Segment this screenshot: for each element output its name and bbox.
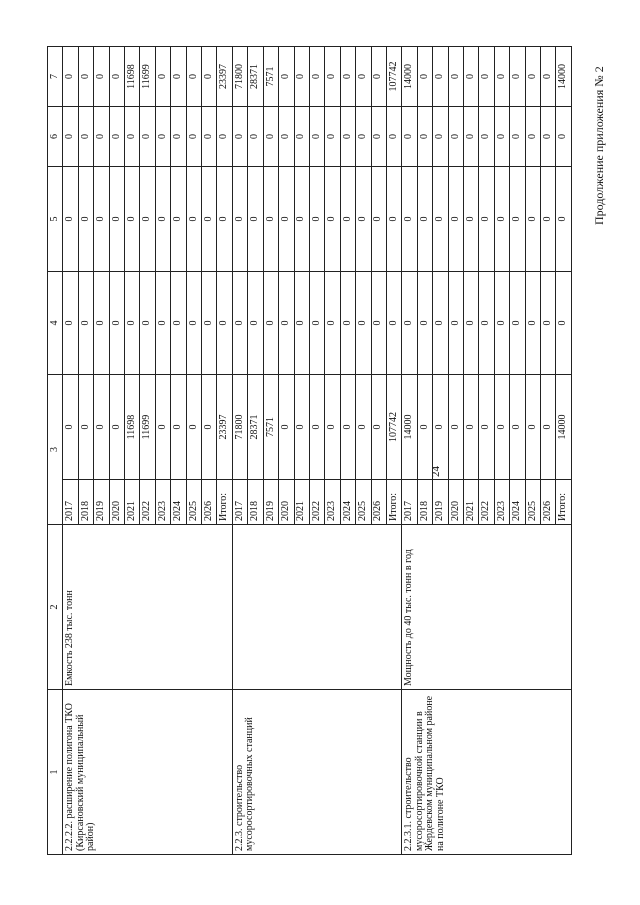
value-cell: 0 <box>417 107 432 167</box>
value-cell: 0 <box>556 272 572 375</box>
value-cell: 11698 <box>125 375 140 480</box>
value-cell: 0 <box>433 167 448 272</box>
value-cell: 0 <box>510 272 525 375</box>
value-cell: 0 <box>463 167 478 272</box>
value-cell: 0 <box>525 47 540 107</box>
year-cell: 2019 <box>263 480 278 525</box>
capacity-cell: Емкость 238 тыс. тонн <box>63 525 232 690</box>
year-cell: 2024 <box>510 480 525 525</box>
year-cell: 2026 <box>371 480 386 525</box>
value-cell: 0 <box>356 107 371 167</box>
capacity-cell: Мощность до 40 тыс. тонн в год <box>402 525 572 690</box>
value-cell: 0 <box>125 107 140 167</box>
value-cell: 14000 <box>402 375 417 480</box>
year-cell: 2019 <box>433 480 448 525</box>
value-cell: 0 <box>109 167 124 272</box>
value-cell: 0 <box>433 375 448 480</box>
value-cell: 0 <box>78 272 93 375</box>
value-cell: 0 <box>94 47 109 107</box>
value-cell: 0 <box>232 167 247 272</box>
year-cell: 2023 <box>325 480 340 525</box>
value-cell: 0 <box>94 107 109 167</box>
page-number: 24 <box>430 466 442 477</box>
value-cell: 0 <box>402 167 417 272</box>
value-cell: 0 <box>217 272 232 375</box>
value-cell: 0 <box>279 375 294 480</box>
year-cell: 2025 <box>356 480 371 525</box>
value-cell: 71800 <box>232 47 247 107</box>
value-cell: 0 <box>340 375 355 480</box>
value-cell: 0 <box>279 107 294 167</box>
year-cell: 2017 <box>232 480 247 525</box>
value-cell: 0 <box>479 107 494 167</box>
value-cell: 0 <box>510 375 525 480</box>
year-cell: 2026 <box>541 480 556 525</box>
value-cell: 0 <box>402 107 417 167</box>
value-cell: 0 <box>325 47 340 107</box>
value-cell: 0 <box>248 167 263 272</box>
value-cell: 0 <box>417 167 432 272</box>
value-cell: 0 <box>263 107 278 167</box>
value-cell: 0 <box>309 272 324 375</box>
value-cell: 0 <box>479 375 494 480</box>
value-cell: 11699 <box>140 375 155 480</box>
value-cell: 0 <box>140 107 155 167</box>
value-cell: 0 <box>232 272 247 375</box>
column-number: 1 <box>48 690 63 855</box>
year-cell: 2025 <box>186 480 201 525</box>
value-cell: 0 <box>541 167 556 272</box>
value-cell: 0 <box>217 107 232 167</box>
year-cell: 2023 <box>155 480 170 525</box>
value-cell: 0 <box>78 107 93 167</box>
value-cell: 0 <box>309 47 324 107</box>
year-cell: 2018 <box>248 480 263 525</box>
value-cell: 0 <box>63 272 78 375</box>
value-cell: 0 <box>94 272 109 375</box>
value-cell: 0 <box>356 167 371 272</box>
year-cell: 2024 <box>171 480 186 525</box>
value-cell: 0 <box>386 167 401 272</box>
value-cell: 0 <box>309 107 324 167</box>
value-cell: 0 <box>510 167 525 272</box>
value-cell: 0 <box>340 167 355 272</box>
table-row <box>402 47 417 855</box>
value-cell: 0 <box>63 167 78 272</box>
year-cell: 2021 <box>294 480 309 525</box>
value-cell: 0 <box>186 375 201 480</box>
value-cell: 14000 <box>556 47 572 107</box>
value-cell: 0 <box>371 167 386 272</box>
value-cell: 0 <box>325 107 340 167</box>
year-cell: 2024 <box>340 480 355 525</box>
value-cell: 0 <box>155 47 170 107</box>
value-cell: 0 <box>217 167 232 272</box>
value-cell: 0 <box>294 47 309 107</box>
value-cell: 0 <box>78 375 93 480</box>
value-cell: 0 <box>494 107 509 167</box>
column-number: 2 <box>48 525 63 690</box>
value-cell: 7571 <box>263 375 278 480</box>
value-cell: 0 <box>78 167 93 272</box>
value-cell: 0 <box>125 272 140 375</box>
value-cell: 28371 <box>248 47 263 107</box>
value-cell: 0 <box>109 272 124 375</box>
table-row <box>63 47 78 855</box>
value-cell: 0 <box>340 272 355 375</box>
value-cell: 23397 <box>217 47 232 107</box>
column-number: 7 <box>48 47 63 107</box>
year-cell: 2017 <box>402 480 417 525</box>
value-cell: 0 <box>340 107 355 167</box>
year-cell: 2019 <box>94 480 109 525</box>
value-cell: 11698 <box>125 47 140 107</box>
value-cell: 0 <box>78 47 93 107</box>
value-cell: 0 <box>125 167 140 272</box>
value-cell: 0 <box>417 375 432 480</box>
value-cell: 71800 <box>232 375 247 480</box>
value-cell: 0 <box>541 272 556 375</box>
measure-description: 2.2.3.1. строительство мусоросортировочной станции в Жердевском муниципальном районе на полигоне ТКО <box>402 690 572 855</box>
year-cell: 2018 <box>417 480 432 525</box>
value-cell: 0 <box>202 167 217 272</box>
value-cell: 0 <box>494 272 509 375</box>
value-cell: 0 <box>525 272 540 375</box>
value-cell: 0 <box>155 167 170 272</box>
value-cell: 0 <box>371 47 386 107</box>
value-cell: 0 <box>556 107 572 167</box>
value-cell: 0 <box>325 167 340 272</box>
value-cell: 0 <box>356 272 371 375</box>
year-cell: 2018 <box>78 480 93 525</box>
value-cell: 0 <box>248 107 263 167</box>
value-cell: 0 <box>494 167 509 272</box>
year-cell: 2022 <box>309 480 324 525</box>
value-cell: 0 <box>109 375 124 480</box>
value-cell: 0 <box>417 47 432 107</box>
value-cell: 0 <box>294 375 309 480</box>
value-cell: 0 <box>202 107 217 167</box>
value-cell: 0 <box>294 272 309 375</box>
value-cell: 0 <box>448 167 463 272</box>
column-number: 4 <box>48 272 63 375</box>
value-cell: 0 <box>94 167 109 272</box>
value-cell: 0 <box>171 375 186 480</box>
value-cell: 0 <box>325 272 340 375</box>
year-cell: 2020 <box>109 480 124 525</box>
value-cell: 23397 <box>217 375 232 480</box>
year-cell: 2020 <box>279 480 294 525</box>
program-table <box>47 46 572 855</box>
value-cell: 0 <box>479 167 494 272</box>
value-cell: 0 <box>525 107 540 167</box>
value-cell: 107742 <box>386 375 401 480</box>
value-cell: 0 <box>433 107 448 167</box>
value-cell: 0 <box>248 272 263 375</box>
capacity-cell <box>232 525 401 690</box>
value-cell: 0 <box>186 167 201 272</box>
value-cell: 0 <box>371 272 386 375</box>
value-cell: 0 <box>356 47 371 107</box>
column-number: 6 <box>48 107 63 167</box>
value-cell: 0 <box>494 375 509 480</box>
value-cell: 0 <box>433 272 448 375</box>
value-cell: 0 <box>340 47 355 107</box>
value-cell: 107742 <box>386 47 401 107</box>
value-cell: 0 <box>109 47 124 107</box>
value-cell: 0 <box>279 167 294 272</box>
value-cell: 11699 <box>140 47 155 107</box>
value-cell: 0 <box>463 107 478 167</box>
value-cell: 0 <box>325 375 340 480</box>
value-cell: 0 <box>171 47 186 107</box>
value-cell: 0 <box>525 375 540 480</box>
value-cell: 0 <box>202 375 217 480</box>
value-cell: 0 <box>386 272 401 375</box>
value-cell: 0 <box>140 167 155 272</box>
value-cell: 0 <box>479 47 494 107</box>
value-cell: 0 <box>356 375 371 480</box>
value-cell: 0 <box>279 47 294 107</box>
value-cell: 0 <box>155 107 170 167</box>
measure-description: 2.2.3. строительство мусоросортировочных станций <box>232 690 401 855</box>
value-cell: 0 <box>186 47 201 107</box>
year-cell: 2020 <box>448 480 463 525</box>
value-cell: 0 <box>63 47 78 107</box>
value-cell: 7571 <box>263 47 278 107</box>
value-cell: 28371 <box>248 375 263 480</box>
value-cell: 0 <box>186 107 201 167</box>
value-cell: 0 <box>417 272 432 375</box>
value-cell: 0 <box>448 107 463 167</box>
value-cell: 0 <box>171 272 186 375</box>
value-cell: 0 <box>525 167 540 272</box>
value-cell: 0 <box>94 375 109 480</box>
value-cell: 0 <box>463 47 478 107</box>
value-cell: 0 <box>263 272 278 375</box>
measure-description: 2.2.2.2. расширение полигона ТКО (Кирсановский муниципальный район) <box>63 690 232 855</box>
value-cell: 0 <box>202 47 217 107</box>
value-cell: 0 <box>463 272 478 375</box>
column-number: 5 <box>48 167 63 272</box>
year-cell: 2022 <box>479 480 494 525</box>
appendix-continuation-header: Продолжение приложения № 2 <box>592 66 606 225</box>
value-cell: 0 <box>479 272 494 375</box>
value-cell: 0 <box>171 107 186 167</box>
year-cell: Итого: <box>217 480 232 525</box>
value-cell: 0 <box>155 272 170 375</box>
value-cell: 0 <box>309 167 324 272</box>
year-cell: 2025 <box>525 480 540 525</box>
value-cell: 0 <box>371 107 386 167</box>
value-cell: 0 <box>541 375 556 480</box>
value-cell: 0 <box>279 272 294 375</box>
value-cell: 0 <box>140 272 155 375</box>
year-cell: 2017 <box>63 480 78 525</box>
value-cell: 14000 <box>402 47 417 107</box>
value-cell: 0 <box>402 272 417 375</box>
value-cell: 0 <box>294 167 309 272</box>
value-cell: 0 <box>448 375 463 480</box>
value-cell: 14000 <box>556 375 572 480</box>
value-cell: 0 <box>386 107 401 167</box>
value-cell: 0 <box>63 375 78 480</box>
value-cell: 0 <box>109 107 124 167</box>
value-cell: 0 <box>371 375 386 480</box>
value-cell: 0 <box>433 47 448 107</box>
value-cell: 0 <box>541 107 556 167</box>
value-cell: 0 <box>186 272 201 375</box>
year-cell: 2026 <box>202 480 217 525</box>
value-cell: 0 <box>294 107 309 167</box>
year-cell: Итого: <box>556 480 572 525</box>
value-cell: 0 <box>556 167 572 272</box>
value-cell: 0 <box>494 47 509 107</box>
value-cell: 0 <box>510 47 525 107</box>
column-number: 3 <box>48 375 63 525</box>
value-cell: 0 <box>232 107 247 167</box>
value-cell: 0 <box>541 47 556 107</box>
year-cell: 2021 <box>463 480 478 525</box>
value-cell: 0 <box>263 167 278 272</box>
value-cell: 0 <box>463 375 478 480</box>
table-row <box>232 47 247 855</box>
year-cell: 2023 <box>494 480 509 525</box>
value-cell: 0 <box>63 107 78 167</box>
value-cell: 0 <box>171 167 186 272</box>
value-cell: 0 <box>510 107 525 167</box>
value-cell: 0 <box>448 272 463 375</box>
value-cell: 0 <box>309 375 324 480</box>
year-cell: 2021 <box>125 480 140 525</box>
value-cell: 0 <box>448 47 463 107</box>
value-cell: 0 <box>202 272 217 375</box>
value-cell: 0 <box>155 375 170 480</box>
year-cell: 2022 <box>140 480 155 525</box>
year-cell: Итого: <box>386 480 401 525</box>
column-number-row <box>48 47 63 855</box>
